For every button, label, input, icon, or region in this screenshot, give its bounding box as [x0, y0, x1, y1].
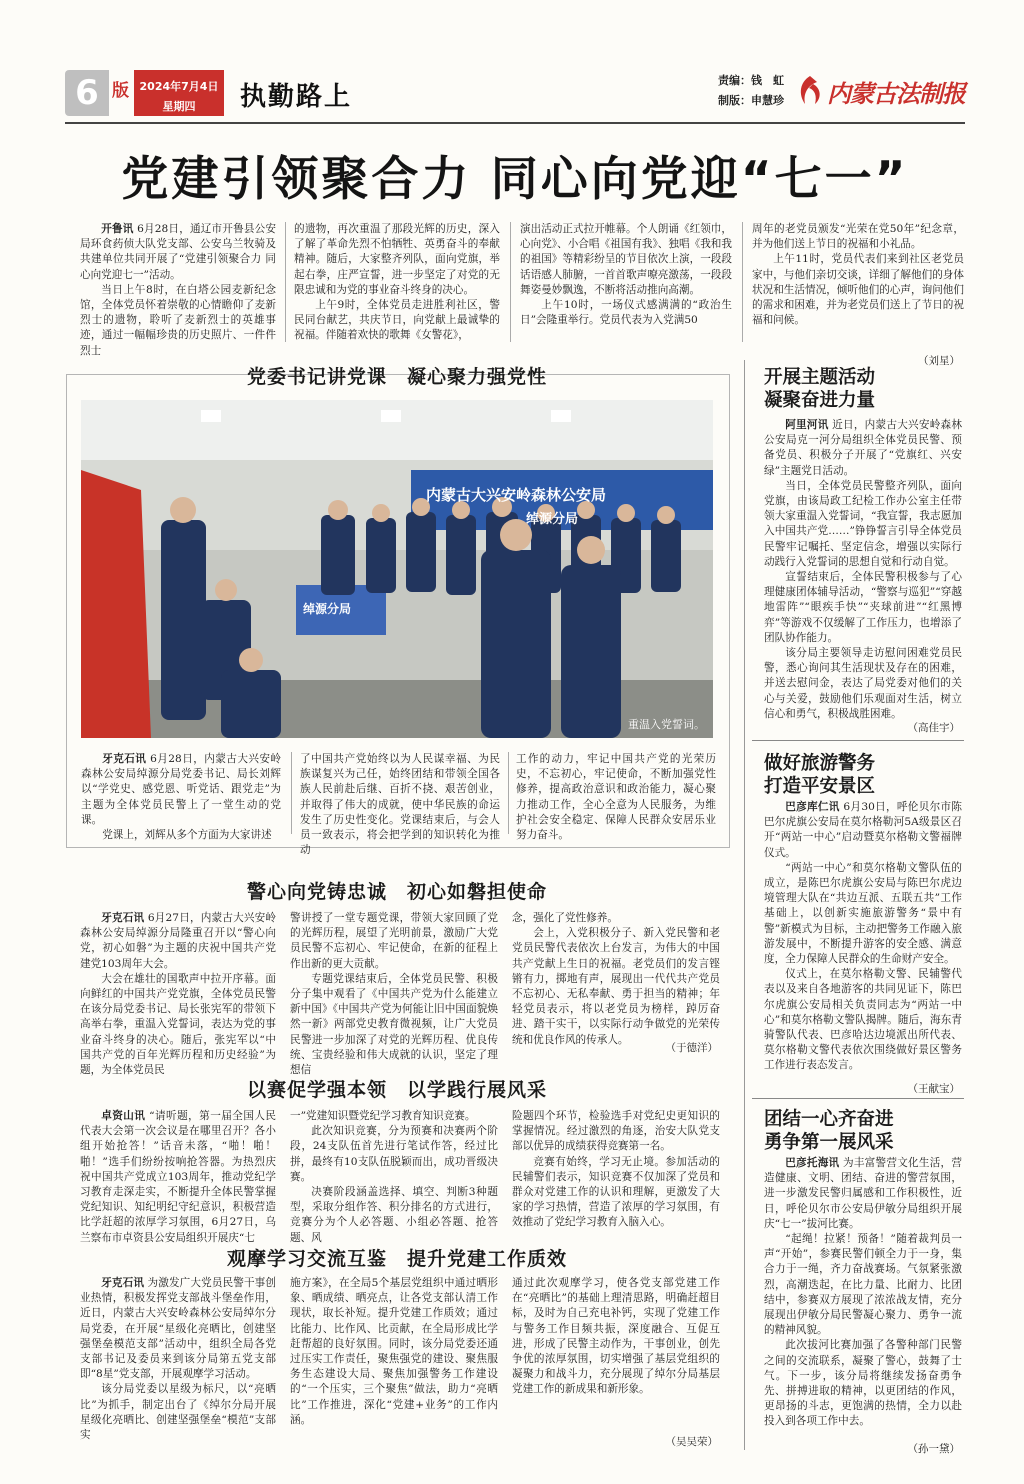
paragraph: 施方案》，在全局5个基层党组织中通过晒形象、晒成绩、晒亮点，让各党支部认清工作现状，取长补短。提升党建工作质效；通过比能力、比作风、比贡献，在全局形成比学赶帮超的良好氛围。同时，该分局党委还通过压实工作责任，聚焦强党的建设、聚焦服务生态建设大局、聚焦加强警务工作建设的“一个压实，三个聚焦”做法，助力“亮晒比”工作推进，深化“党建+业务”的工作内涵。 — [290, 1277, 498, 1426]
paragraph: 巴彦托海讯 为丰富警营文化生活，营造健康、文明、团结、奋进的警营氛围，进一步激发民警归属感和工作积极性，近日，呼伦贝尔市公安局伊敏分局组织开展庆“七一”拔河比赛。 — [764, 1157, 962, 1230]
page-number: 6 — [75, 73, 99, 113]
sidebar2-body — [764, 800, 962, 1074]
paragraph: 当日，全体党员民警整齐列队，面向党旗，由该局政工纪检工作办公室主任带领大家重温入党誓词，“我宣誓，我志愿加入中国共产党……”铮铮誓言引导全体党员民警牢记嘱托、坚定信念，增强以实际行动践行入党誓词的思想自觉和行动自觉。 — [764, 479, 962, 568]
lead-col-3 — [520, 222, 732, 328]
oath-photo-illustration — [81, 400, 713, 738]
paragraph: “两站一中心”和莫尔格勒文警队伍的成立，是陈巴尔虎旗公安局与陈巴尔虎边境管理大队在“共边互派、五联五共”工作基础上，以创新实施旅游警务“景中有警”新模式为目标，主动把警务工作融入旅游发展中，不断提升游客的安全感、满意度，全力保障人民群众的生命财产安全。 — [764, 861, 962, 966]
feature-divider — [508, 752, 509, 834]
page-label: 版 — [112, 81, 129, 101]
main-headline: 党建引领聚合力 同心向党迎“七一” — [121, 152, 909, 207]
feature-title: 党委书记讲党课 凝心聚力强党性 — [246, 366, 547, 388]
lead-byline: （刘星） — [918, 355, 960, 367]
paragraph: 卓资山讯 “请听题，第一届全国人民代表大会第一次会议是在哪里召开？各小组开始抢答！”话音未落，“啪！啪！啪！”选手们纷纷按响抢答器。为热烈庆祝中国共产党成立103周年，推动党纪学习教育走深走实，不断提升全体民警掌握党纪知识、知纪明纪守纪意识，积极营造比学赶超的浓厚学习氛围，6月27日，乌兰察布市卓资县公安局组织开展庆“七 — [80, 1110, 276, 1244]
paragraph: 上午11时，党员代表们来到社区老党员家中，与他们亲切交谈，详细了解他们的身体状况和生活情况，倾听他们的心声，询问他们的需求和困难，并为老党员们送上了节日的祝福和问候。 — [752, 253, 964, 327]
sidebar3-body — [764, 1156, 962, 1430]
paragraph: 大会在雄壮的国歌声中拉开序幕。面向鲜红的中国共产党党旗，全体党员民警在该分局党委书记、局长张宪军的带领下高举右拳，重温入党誓词，表达为党的事业奋斗终身的决心。随后，张宪军以“中国共产党的百年光辉历程和历史经验”为题，为全体党员民 — [80, 972, 276, 1077]
paragraph: 一”党建知识暨党纪学习教育知识竞赛。 — [290, 1110, 476, 1122]
article4-col-2 — [290, 1276, 498, 1428]
paragraph: 竞赛有始终，学习无止境。参加活动的民辅警们表示，知识竞赛不仅加深了党员和群众对党建工作的认识和理解，更激发了大家的学习热情，营造了浓厚的学习氛围，有效推动了党纪学习教育入脑入心。 — [512, 1155, 720, 1229]
lead-divider — [742, 222, 743, 342]
sidebar1-byline: （高佳宇） — [907, 722, 960, 734]
sidebar1-title — [764, 366, 964, 412]
article2-title: 警心向党铸忠诚 初心如磐担使命 — [246, 881, 547, 903]
paragraph: 专题党课结束后，全体党员民警、积极分子集中观看了《中国共产党为什么能建立新中国》《中国共产党为何能让旧中国面貌焕然一新》两部党史教育微视频，让广大党员民警进一步加深了对党的光辉历程、优良传统、宝贵经验和伟大成就的认识，坚定了理想信 — [290, 972, 498, 1077]
paragraph: 当日上午8时，在白塔公园麦新纪念馆，全体党员怀着崇敬的心情瞻仰了麦新烈士的遗物，聆听了麦新烈士的英雄事迹，通过一幅幅珍贵的历史照片、一件件烈士 — [80, 283, 276, 357]
feature-col-1 — [81, 752, 281, 843]
sidebar3-byline: （孙一黛） — [907, 1443, 960, 1455]
dateline: 巴彦托海讯 — [785, 1157, 840, 1169]
sidebar1-title-line1: 开展主题活动 — [764, 367, 876, 388]
sidebar-rule — [752, 1098, 964, 1099]
newspaper-logo — [795, 72, 965, 108]
feature-photo — [81, 400, 713, 738]
paragraph: “起绳！拉紧！预备！”随着裁判员一声“开始”，参赛民警们顿全力于一身，集合力于一绳，齐力奋战赛场。气氛紧张激烈，高潮迭起，在比力量、比耐力、比团结中，参赛双方展现了浓浓战友情，充分展现出伊敏分局民警凝心聚力、勇争一流的精神风貌。 — [764, 1233, 962, 1337]
lead-col-1 — [80, 222, 276, 359]
producer-credit: 制版：申慧珍 — [718, 94, 784, 107]
page-number-badge — [65, 70, 109, 116]
issue-date: 2024年7月4日 — [139, 80, 219, 93]
lead-divider — [510, 222, 511, 342]
dateline: 巴彦库仁讯 — [785, 801, 840, 813]
dateline: 卓资山讯 — [101, 1110, 146, 1122]
paragraph: 此次拔河比赛加强了各警种部门民警之间的交流联系，凝聚了警心，鼓舞了士气。下一步，该分局将继续发扬奋勇争先、拼搏进取的精神，以更团结的作风，更昂扬的斗志，更饱满的热情，全力以赴投入到各项工作中去。 — [764, 1339, 962, 1428]
lead-col-4 — [752, 222, 964, 328]
feature-divider — [291, 752, 292, 834]
article4-col-1 — [80, 1276, 276, 1443]
paragraph: 了中国共产党始终以为人民谋幸福、为民族谋复兴为己任，始终团结和带领全国各族人民前赴后继、百折不挠、艰苦创业，并取得了伟大的成就，使中华民族的命运发生了历史性变化。党课结束后，与会人员一致表示，将会把学到的知识转化为推动 — [300, 753, 500, 857]
section-title: 执勤路上 — [240, 82, 353, 112]
article3-col-1 — [80, 1109, 276, 1246]
sidebar1-title-line2: 凝聚奋进力量 — [764, 390, 876, 411]
paragraph: 巴彦库仁讯 6月30日，呼伦贝尔市陈巴尔虎旗公安局在莫尔格勒河5A级景区召开“两站一中心”启动暨莫尔格勒文警福牌仪式。 — [764, 801, 963, 859]
paragraph: 开鲁讯 6月28日，通辽市开鲁县公安局环食药侦大队党支部、公安乌兰牧骑及共建单位共同开展了“党建引领聚合力 同心向党迎七一”活动。 — [80, 223, 276, 281]
sidebar2-title-line1: 做好旅游警务 — [764, 753, 876, 774]
feature-col-2 — [300, 752, 500, 858]
article4-byline: （吴吴荣） — [665, 1436, 718, 1448]
paragraph: 险题四个环节，检验选手对党纪史更知识的掌握情况。经过激烈的角逐，治安大队党支部以优异的成绩获得竞赛第一名。 — [512, 1110, 720, 1153]
sidebar1-body — [764, 418, 962, 722]
logo-mark-icon — [795, 74, 825, 106]
paragraph: 阿里河讯 近日，内蒙古大兴安岭森林公安局克一河分局组织全体党员民警、预备党员、积极分子开展了“党旗红、兴安绿”主题党日活动。 — [764, 419, 962, 477]
sidebar-divider — [744, 360, 745, 1450]
article3-title: 以赛促学强本领 以学践行展风采 — [246, 1079, 547, 1101]
paragraph: 党课上，刘辉从多个方面为大家讲述 — [102, 829, 272, 842]
lead-col-2 — [294, 222, 500, 344]
paragraph: 牙克石讯 6月28日，内蒙古大兴安岭森林公安局绰源分局党委书记、局长刘辉以“学党史、感党恩、听党话、跟党走”为主题为全体党员民警上了一堂生动的党课。 — [81, 753, 282, 826]
paragraph: 的遗物，再次重温了那段光辉的历史，深入了解了革命先烈不怕牺牲、英勇奋斗的奉献精神。随后，大家整齐列队，面向党旗，举起右拳，庄严宣誓，进一步坚定了对党的无限忠诚和为党的事业奋斗终身的决心。 — [294, 223, 500, 296]
paragraph: 上午10时，一场仪式感满满的“政治生日”会隆重举行。党员代表为入党满50 — [520, 299, 732, 327]
article3-col-3 — [512, 1109, 720, 1231]
paragraph: 周年的老党员颁发“光荣在党50年”纪念章，并为他们送上节日的祝福和小礼品。 — [752, 223, 964, 251]
dateline: 牙克石讯 — [102, 753, 147, 765]
paragraph: 警讲授了一堂专题党课，带领大家回顾了党的光辉历程，展望了光明前景，激励广大党员民警不忘初心、牢记使命，在新的征程上作出新的更大贡献。 — [290, 912, 498, 970]
paragraph: 该分局主要领导走访慰问困难党员民警，悉心询问其生活现状及存在的困难，并送去慰问金，表达了局党委对他们的关心与关爱，鼓励他们乐观面对生活，树立信心和勇气，积极战胜困难。 — [764, 647, 962, 720]
masthead-rule — [65, 122, 965, 124]
sidebar3-title-line1: 团结一心齐奋进 — [764, 1109, 894, 1130]
paragraph: 上午9时，全体党员走进胜利社区，警民同台献艺，共庆节日，向党献上最诚挚的祝福。伴随着欢快的歌舞《女警花》， — [294, 299, 500, 342]
photo-sign: 绰源分局 — [303, 602, 352, 616]
sidebar2-title — [764, 752, 964, 798]
paragraph: 牙克石讯 6月27日，内蒙古大兴安岭森林公安局绰源分局隆重召开以“警心向党，初心如磐”为主题的庆祝中国共产党建党103周年大会。 — [80, 912, 277, 970]
article2-col-3 — [512, 911, 720, 1048]
sidebar3-title-line2: 勇争第一展风采 — [764, 1132, 894, 1153]
article2-col-2 — [290, 911, 498, 1078]
paragraph: 此次知识竞赛，分为预赛和决赛两个阶段，24支队伍首先进行笔试作答，经过比拼，最终有10支队伍脱颖而出，成功晋级决赛。 — [290, 1125, 498, 1183]
dateline: 阿里河讯 — [785, 419, 829, 431]
issue-date-box — [134, 70, 224, 116]
sidebar-rule — [752, 740, 964, 741]
article4-title: 观摩学习交流互鉴 提升党建工作质效 — [226, 1248, 567, 1270]
lead-divider — [285, 222, 286, 342]
article2-col-1 — [80, 911, 276, 1078]
paragraph: 工作的动力，牢记中国共产党的光荣历史，不忘初心，牢记使命，不断加强党性修养，提高政治意识和政治能力，凝心聚力推动工作，全心全意为人民服务，为维护社会安全稳定、保障人民群众安居乐业努力奋斗。 — [516, 753, 716, 842]
sidebar3-title — [764, 1108, 964, 1154]
sidebar2-byline: （王献宝） — [907, 1083, 960, 1095]
paragraph: 仪式上，在莫尔格勒文警、民辅警代表以及来自各地游客的共同见证下，陈巴尔虎旗公安局相关负责同志为“两站一中心”和莫尔格勒文警队揭牌。随后，海东青骑警队代表、巴彦哈达边境派出所代表、莫尔格勒文警代表依次围绕做好景区警务工作进行表态发言。 — [764, 968, 962, 1072]
paragraph: 通过此次观摩学习，使各党支部党建工作在“亮晒比”的基础上理清思路，明确赶超目标，及时为自己充电补钙，实现了党建工作与警务工作目频共振，深度融合、互促互进，形成了民警主动作为，干事创业，创先争优的浓厚氛围，切实增强了基层党组织的凝聚力和战斗力，充分展现了绰尔分局基层党建工作的新成果和新形象。 — [512, 1277, 720, 1396]
article3-col-2 — [290, 1109, 498, 1246]
paragraph: 宣誓结束后，全体民警积极参与了心理健康团体辅导活动，“警察与巡犯”“穿越地雷阵”“眼疾手快”“夹球前进”“红黑博弈”等游戏不仅缓解了工作压力，也增添了团队协作能力。 — [764, 571, 962, 644]
dateline: 牙克石讯 — [101, 1277, 145, 1289]
feature-col-3 — [516, 752, 716, 843]
paragraph: 演出活动正式拉开帷幕。个人朗诵《红领巾，心向党》、小合唱《祖国有我》、独唱《我和我的祖国》等精彩纷呈的节目依次上演，一段段话语感人肺腑，一首首歌声嘹亮激荡，一段段舞姿曼妙飘逸，不断将活动推向高潮。 — [520, 223, 732, 296]
paragraph: 牙克石讯 为激发广大党员民警干事创业热情，积极发挥党支部战斗堡垒作用，近日，内蒙古大兴安岭森林公安局绰尔分局党委，在开展“星级化亮晒比，创建坚强堡垒模范支部”活动中，组织全局各党支部书记及委员来到该分局第五党支部即“8星”党支部，开展观摩学习活动。 — [80, 1277, 276, 1381]
article2-byline: （于德洋） — [665, 1042, 718, 1054]
article4-col-3 — [512, 1276, 720, 1398]
dateline: 牙克石讯 — [101, 912, 145, 924]
paragraph: 念，强化了党性修养。 — [512, 912, 618, 924]
issue-weekday: 星期四 — [162, 100, 196, 113]
photo-banner-line1: 内蒙古大兴安岭森林公安局 — [426, 486, 607, 504]
paragraph: 会上，入党积极分子、新入党民警和老党员民警代表依次上台发言，为伟大的中国共产党献上生日的祝福。老党员们的发言铿锵有力，掷地有声，展现出一代代共产党员不忘初心、无私奉献、勇于担当的精神；年轻党员表示，将以老党员为榜样，踔厉奋进、踏干实干，以实际行动争做党的光荣传统和优良作风的传承人。 — [512, 927, 720, 1046]
photo-banner-line2: 绰源分局 — [526, 512, 579, 527]
paragraph: 该分局党委以星级为标尺，以“亮晒比”为抓手，制定出台了《绰尔分局开展星级化亮晒比、创建坚强堡垒“模范”支部实 — [80, 1383, 276, 1442]
editor-credit: 责编：钱 虹 — [718, 74, 784, 87]
sidebar2-title-line2: 打造平安景区 — [764, 776, 876, 797]
newspaper-name: 内蒙古法制报 — [827, 79, 965, 108]
dateline: 开鲁讯 — [101, 223, 134, 235]
photo-caption: 重温入党誓词。 — [628, 718, 705, 731]
paragraph: 决赛阶段涵盖选择、填空、判断3种题型，采取分组作答、积分排名的方式进行，竞赛分为个人必答题、小组必答题、抢答题、风 — [290, 1186, 498, 1244]
